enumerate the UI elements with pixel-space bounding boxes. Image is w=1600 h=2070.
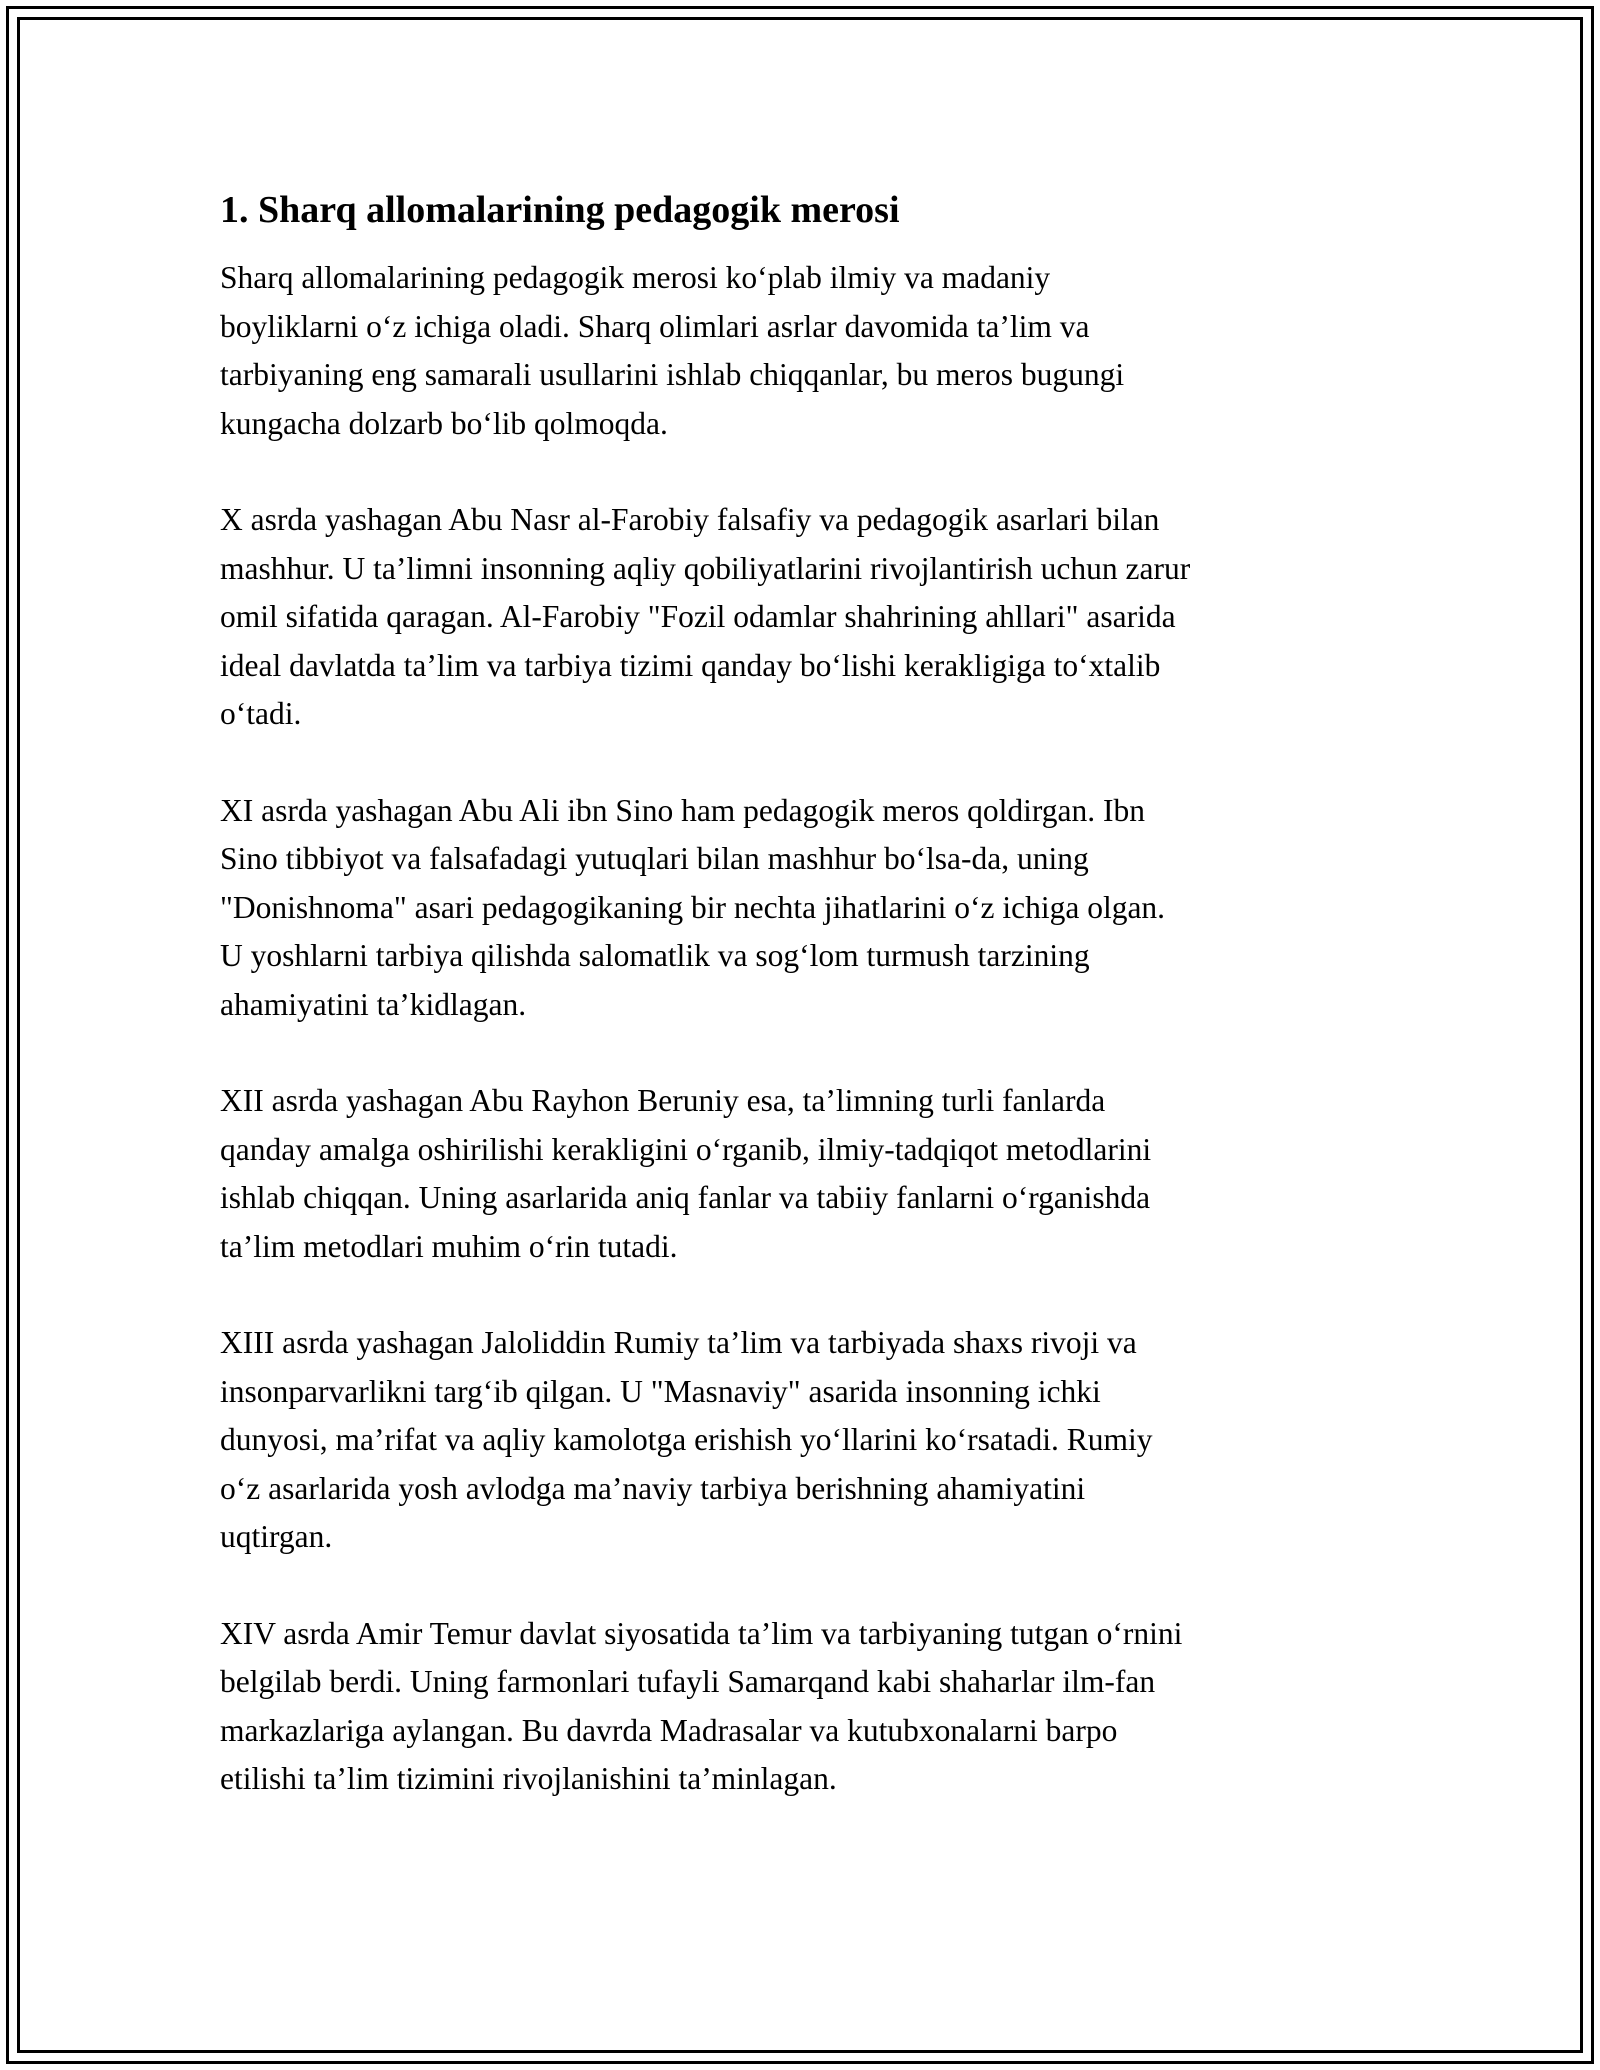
paragraph-amir-temur (220, 1610, 1390, 1804)
paragraph-line: ahamiyatini ta’kidlagan. (220, 986, 527, 1022)
paragraph-line: XII asrda yashagan Abu Rayhon Beruniy esa, ta’limning turli fanlarda (220, 1083, 1106, 1118)
paragraph-line: boyliklarni o‘z ichiga oladi. Sharq olimlari asrlar davomida ta’lim va (220, 308, 1090, 344)
paragraph-intro (220, 254, 1390, 448)
paragraph-line: o‘tadi. (220, 696, 302, 731)
paragraph-line: ishlab chiqqan. Uning asarlarida aniq fanlar va tabiiy fanlarni o‘rganishda (220, 1180, 1151, 1215)
paragraph-line: mashhur. U ta’limni insonning aqliy qobiliyatlarini rivojlantirish uchun zarur (220, 550, 1191, 586)
document-body (220, 186, 1390, 1852)
paragraph-line: omil sifatida qaragan. Al-Farobiy "Fozil odamlar shahrining ahllari" asarida (220, 599, 1176, 634)
paragraph-line: Sharq allomalarining pedagogik merosi ko‘plab ilmiy va madaniy (220, 260, 1051, 295)
paragraph-farobiy (220, 496, 1390, 739)
paragraph-line: tarbiyaning eng samarali usullarini ishlab chiqqanlar, bu meros bugungi (220, 357, 1125, 392)
paragraph-line: markazlariga aylangan. Bu davrda Madrasalar va kutubxonalarni barpo (220, 1712, 1118, 1748)
paragraph-rumiy (220, 1319, 1390, 1562)
paragraph-line: X asrda yashagan Abu Nasr al-Farobiy falsafiy va pedagogik asarlari bilan (220, 502, 1160, 537)
paragraph-line: insonparvarlikni targ‘ib qilgan. U "Masnaviy" asarida insonning ichki (220, 1373, 1101, 1409)
paragraph-line: ideal davlatda ta’lim va tarbiya tizimi qanday bo‘lishi kerakligiga to‘xtalib (220, 647, 1161, 683)
paragraph-line: etilishi ta’lim tizimini rivojlanishini ta’minlagan. (220, 1761, 837, 1796)
paragraph-line: ta’lim metodlari muhim o‘rin tutadi. (220, 1228, 678, 1264)
paragraph-line: o‘z asarlarida yosh avlodga ma’naviy tarbiya berishning ahamiyatini (220, 1470, 1086, 1506)
paragraph-beruniy (220, 1077, 1390, 1271)
paragraph-line: Sino tibbiyot va falsafadagi yutuqlari bilan mashhur bo‘lsa-da, uning (220, 841, 1089, 876)
paragraph-line: uqtirgan. (220, 1519, 333, 1554)
paragraph-line: dunyosi, ma’rifat va aqliy kamolotga erishish yo‘llarini ko‘rsatadi. Rumiy (220, 1422, 1153, 1457)
paragraph-ibn-sino (220, 787, 1390, 1030)
section-title: 1. Sharq allomalarining pedagogik merosi (220, 189, 900, 231)
paragraph-line: "Donishnoma" asari pedagogikaning bir nechta jihatlarini o‘z ichiga olgan. (220, 889, 1166, 925)
paragraph-line: XIII asrda yashagan Jaloliddin Rumiy ta’lim va tarbiyada shaxs rivoji va (220, 1325, 1137, 1360)
paragraph-line: belgilab berdi. Uning farmonlari tufayli Samarqand kabi shaharlar ilm-fan (220, 1664, 1156, 1699)
paragraph-line: XI asrda yashagan Abu Ali ibn Sino ham pedagogik meros qoldirgan. Ibn (220, 792, 1146, 828)
paragraph-line: qanday amalga oshirilishi kerakligini o‘rganib, ilmiy-tadqiqot metodlarini (220, 1131, 1152, 1167)
paragraph-line: kungacha dolzarb bo‘lib qolmoqda. (220, 405, 668, 441)
paragraph-line: U yoshlarni tarbiya qilishda salomatlik va sog‘lom turmush tarzining (220, 938, 1090, 973)
paragraph-line: XIV asrda Amir Temur davlat siyosatida ta’lim va tarbiyaning tutgan o‘rnini (220, 1615, 1183, 1651)
